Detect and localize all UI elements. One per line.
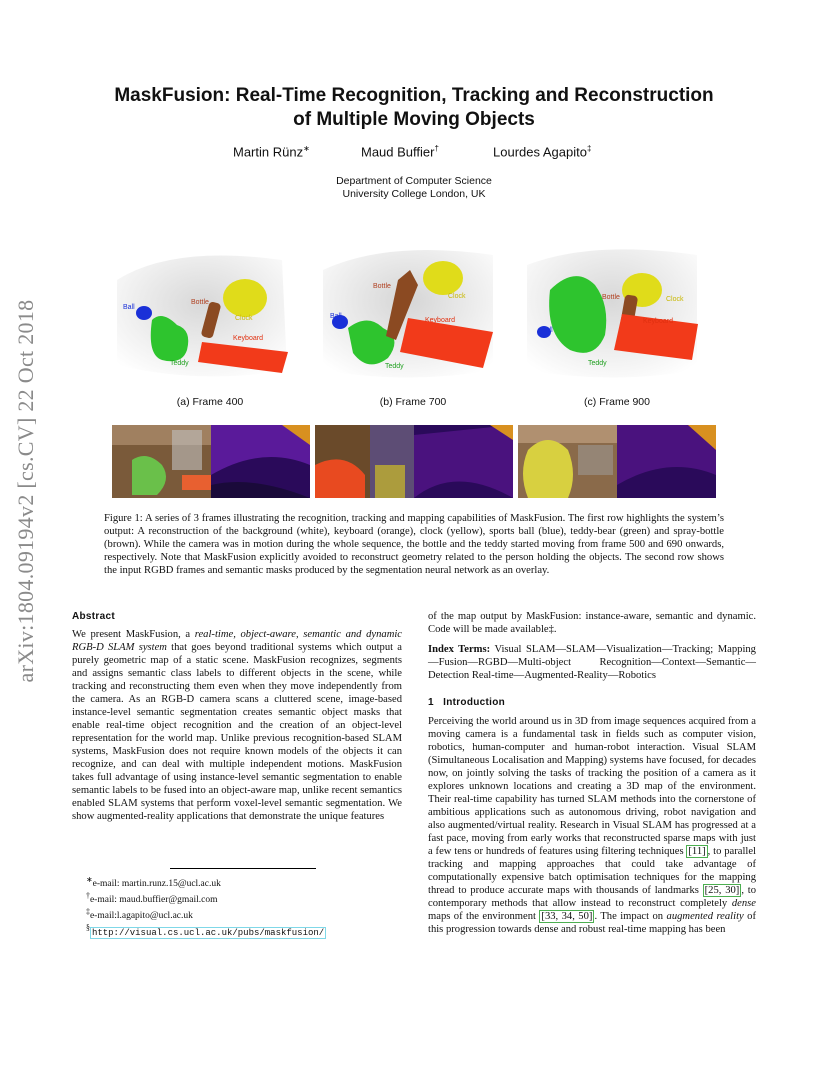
footnotes — [86, 874, 406, 939]
label-keyboard-2: Keyboard — [425, 317, 455, 324]
subcaption-c: (c) Frame 900 — [584, 396, 650, 408]
footnote-3: ‡e-mail:l.agapito@ucl.ac.uk — [86, 907, 193, 922]
intro-heading: 1 Introduction — [428, 697, 506, 708]
label-teddy-2: Teddy — [385, 363, 404, 370]
author-2: Maud Buffier† — [361, 144, 439, 160]
label-clock-2: Clock — [448, 293, 466, 300]
input-rgbd-frame-400 — [112, 425, 310, 498]
title-line-1: MaskFusion: Real-Time Recognition, Tracking and Reconstruction — [114, 85, 714, 106]
label-keyboard: Keyboard — [233, 335, 263, 342]
abstract-heading: Abstract — [72, 611, 115, 622]
footnote-divider — [170, 868, 316, 869]
label-bottle: Bottle — [191, 299, 209, 306]
label-keyboard-3: Keyboard — [643, 318, 673, 325]
index-terms: Index Terms: Visual SLAM—SLAM—Visualization—Tracking; Mapping—Fusion—RGBD—Multi-object Recognition—Context—Semantic—Detection Real-time—Augmented-Reality—Robotics — [428, 644, 756, 681]
paper-title — [100, 84, 728, 132]
title-line-2: of Multiple Moving Objects — [293, 109, 535, 130]
intro-paragraph: Perceiving the world around us in 3D from image sequences acquired from a moving camera is a fundamental task in fields such as computer vision, robotics, human-computer and human-robot interaction. Visual SLAM (Simultaneous Localisation and Mapping) systems have focused, for decades now, on jointly solving the tasks of tracking the position of a camera as it explores unknown locations and creating a 3D map of the environment. Their real-time capability has turned SLAM methods into the cornerstone of ambitious applications such as autonomous driving, robot navigation and also augmented/virtual reality. Research in Visual SLAM has progressed at a fast pace, moving from early works that reconstructed sparse maps with just a few tens or hundreds of features using filtering techniques [11] , to parallel tracking and mapping approaches that could take advantage of computationally expensive batch optimisation techniques for the mapping thread to produce accurate maps with thousands of landmarks [25, 30] , to contemporary methods that allow instead to reconstruct completely dense maps of the environment [33, 34, 50] . The impact on augmented reality of this progression towards dense and robust real-time mapping has been — [428, 716, 756, 935]
citation-link[interactable]: [25, 30] — [704, 885, 740, 896]
label-ball: Ball — [123, 304, 135, 311]
label-clock-3: Clock — [666, 296, 684, 303]
right-column — [428, 610, 756, 936]
input-rgbd-frame-700 — [315, 425, 513, 498]
figure-caption: Figure 1: A series of 3 frames illustrating the recognition, tracking and mapping capabilities of MaskFusion. The first row highlights the system’s output: A reconstruction of the background (white), keyboard (orange), clock (yellow), sports ball (blue), teddy-bear (green) and spray-bottle (brown). While the camera was in motion during the whole sequence, the bottle and the teddy started moving from frame 500 and 690 onwards, respectively. Note that MaskFusion explicitly avoided to reconstruct geometry related to the person holding the objects. The second row shows the input RGBD frames and semantic masks produced by the segmentation neural network as an overlay. — [104, 513, 724, 576]
footnote-1: ∗e-mail: martin.runz.15@ucl.ac.uk — [86, 875, 221, 890]
abstract-text: We present MaskFusion, a real-time, object-aware, semantic and dynamic RGB-D SLAM system that goes beyond traditional systems which output a purely geometric map of a static scene. MaskFusion recognizes, segments and assigns semantic class labels to different objects in the scene, while tracking and reconstructing them even when they move independently from the camera. As an RGB-D camera scans a cluttered scene, image-based instance-level semantic segmentation creates semantic object masks that enable real-time object recognition and the creation of an object-level representation for the world map. Unlike previous recognition-based SLAM systems, MaskFusion does not require known models of the objects it can recognize, and can deal with multiple independent motions. MaskFusion takes full advantage of using instance-level semantic segmentation to enable semantic labels to be fused into an object-aware map, unlike recent semantics enabled SLAM systems that perform voxel-level semantic segmentation. We show augmented-reality applications that demonstrate the unique features — [72, 629, 402, 822]
label-bottle-3: Bottle — [602, 294, 620, 301]
label-clock: Clock — [235, 315, 253, 322]
label-teddy-3: Teddy — [588, 360, 607, 367]
label-ball-3: Ball — [541, 327, 553, 334]
label-ball-2: Ball — [330, 313, 342, 320]
label-teddy: Teddy — [170, 360, 189, 367]
citation-link[interactable]: [11] — [688, 846, 706, 857]
subcaption-b: (b) Frame 700 — [379, 396, 447, 408]
reconstruction-frame-400 — [112, 240, 292, 385]
affiliation: Department of Computer Science University College London, UK — [336, 175, 492, 200]
footnote-2: †e-mail: maud.buffier@gmail.com — [86, 891, 218, 906]
footnote-4: § http://visual.cs.ucl.ac.uk/pubs/maskfusion/ — [86, 923, 325, 938]
arxiv-identifier: arXiv:1804.09194v2 [cs.CV] 22 Oct 2018 — [13, 299, 38, 683]
author-3: Lourdes Agapito‡ — [493, 144, 592, 160]
citation-link[interactable]: [33, 34, 50] — [541, 911, 593, 922]
reconstruction-frame-900 — [522, 240, 702, 385]
subcaption-a: (a) Frame 400 — [176, 396, 244, 408]
input-rgbd-frame-900 — [518, 425, 716, 498]
label-bottle-2: Bottle — [373, 283, 391, 290]
author-1: Martin Rünz∗ — [233, 144, 310, 160]
project-url-link[interactable]: http://visual.cs.ucl.ac.uk/pubs/maskfusion/ — [91, 927, 325, 938]
abstract-section — [72, 610, 402, 823]
abstract-continuation: of the map output by MaskFusion: instance-aware, semantic and dynamic. Code will be made available‡. — [428, 611, 756, 635]
reconstruction-frame-700 — [318, 240, 498, 385]
